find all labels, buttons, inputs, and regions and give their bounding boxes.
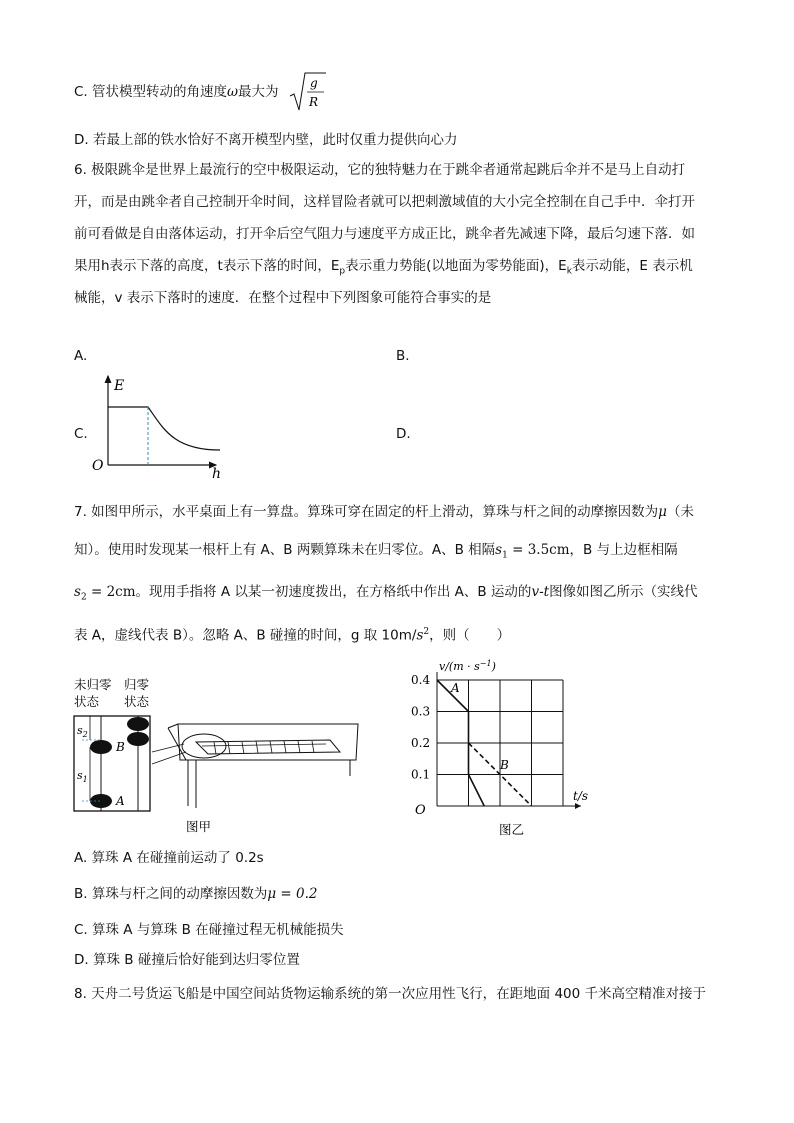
q7-option-b: B. 算珠与杆之间的动摩擦因数为μ = 0.2 (74, 886, 318, 902)
q6-line-3: 前可看做是自由落体运动，打开伞后空气阻力与速度平方成正比，跳伞者先减速下降，最后匀速下落．如 (74, 226, 695, 242)
svg-text:状态: 状态 (74, 694, 100, 709)
sqrt-g: g (310, 76, 318, 90)
omega-symbol: ω (227, 84, 239, 100)
y-tick-label: 0.4 (411, 673, 431, 687)
q7-line-3: $s_2 = 2cm$。现用手指将 A 以某一初速度拨出，在方格纸中作出 A、B 运动的v-t图像如图乙所示（实线代 (74, 584, 698, 603)
y-tick-label: 0.2 (411, 736, 431, 750)
bead-b (90, 740, 112, 754)
y-tick-label: 0.3 (411, 704, 431, 719)
e-label: E (114, 378, 125, 394)
svg-text:s2: $s_2$ (77, 724, 88, 739)
origin-label: O (92, 458, 104, 474)
x-axis-arrow (575, 803, 581, 809)
q5-option-c-text: C. 管状模型转动的角速度 (74, 84, 228, 100)
figure-abacus (68, 676, 368, 836)
bead-reset-2 (127, 732, 149, 746)
chart-y-ticks (411, 673, 430, 782)
q5-option-c-mid: 最大为 (238, 84, 279, 100)
q7-option-a: A. 算珠 A 在碰撞前运动了 0.2s (74, 850, 264, 866)
svg-text:s1: $s_1$ (77, 769, 88, 784)
q7-option-c: C. 算珠 A 与算珠 B 在碰撞过程无机械能损失 (74, 922, 344, 938)
q6-line-2: 开，而是由跳伞者自己控制开伞时间，这样冒险者就可以把刺激域值的大小完全控制在自己手中．伞打开 (74, 194, 695, 210)
q5-option-c (74, 82, 279, 102)
chart-label-a: A (451, 681, 460, 695)
chart-origin: O (415, 803, 426, 818)
vt-chart (405, 656, 589, 838)
q7-line-4: 表 A，虚线代表 B）。忽略 A、B 碰撞的时间，g 取 $10m/s^2$，则（ ） (74, 627, 511, 644)
q6-graph-e-h (88, 370, 228, 482)
mu-symbol: μ (658, 504, 667, 520)
q6-line-5: 械能，v 表示下落时的速度．在整个过程中下列图象可能符合事实的是 (74, 290, 492, 306)
h-label: h (212, 466, 222, 482)
caption-jia: 图甲 (186, 819, 212, 834)
q6-option-b: B. (396, 348, 410, 364)
q7-option-d: D. 算珠 B 碰撞后恰好能到达归零位置 (74, 952, 300, 968)
chart-y-label: $v/(m \cdot s^{-1})$ (439, 659, 496, 673)
q6-option-c: C. (74, 426, 88, 442)
svg-text:状态: 状态 (124, 694, 150, 709)
abacus-small (196, 740, 340, 754)
svg-text:A: A (116, 794, 125, 808)
label-unreset: 未归零 (74, 677, 112, 692)
svg-text:B: B (116, 740, 125, 754)
chart-label-b: B (500, 758, 509, 772)
q6-line-4: 果用h表示下落的高度，t表示下落的时间，$E_p$表示重力势能(以地面为零势能面)，$E_k$表示动能，E 表示机 (74, 258, 693, 277)
chart-x-label: t/s (573, 789, 589, 803)
q6-option-d: D. (396, 426, 411, 442)
y-tick-label: 0.1 (411, 767, 431, 782)
label-reset: 归零 (124, 677, 150, 692)
caption-yi: 图乙 (499, 822, 525, 837)
energy-curve (108, 407, 220, 450)
q6-option-a: A. (74, 348, 88, 364)
q8-line-1: 8. 天舟二号货运飞船是中国空间站货物运输系统的第一次应用性飞行，在距地面 400 千米高空精准对接于 (74, 986, 707, 1002)
bead-reset-1 (127, 717, 149, 731)
q7-line-1: 7. 如图甲所示，水平桌面上有一算盘。算珠可穿在固定的杆上滑动，算珠与杆之间的动摩擦因数为μ（未 (74, 504, 694, 520)
q5-option-d: D. 若最上部的铁水恰好不离开模型内壁，此时仅重力提供向心力 (74, 132, 458, 148)
sqrt-g-over-r (288, 70, 328, 114)
q6-line-1: 6. 极限跳伞是世界上最流行的空中极限运动，它的独特魅力在于跳伞者通常起跳后伞并不是马上自动打 (74, 162, 686, 178)
sqrt-r: R (309, 95, 319, 109)
q7-line-2: 知）。使用时发现某一根杆上有 A、B 两颗算珠未在归零位。A、B 相隔$s_1 = 3.5cm$，B 与上边框相隔 (74, 542, 678, 561)
